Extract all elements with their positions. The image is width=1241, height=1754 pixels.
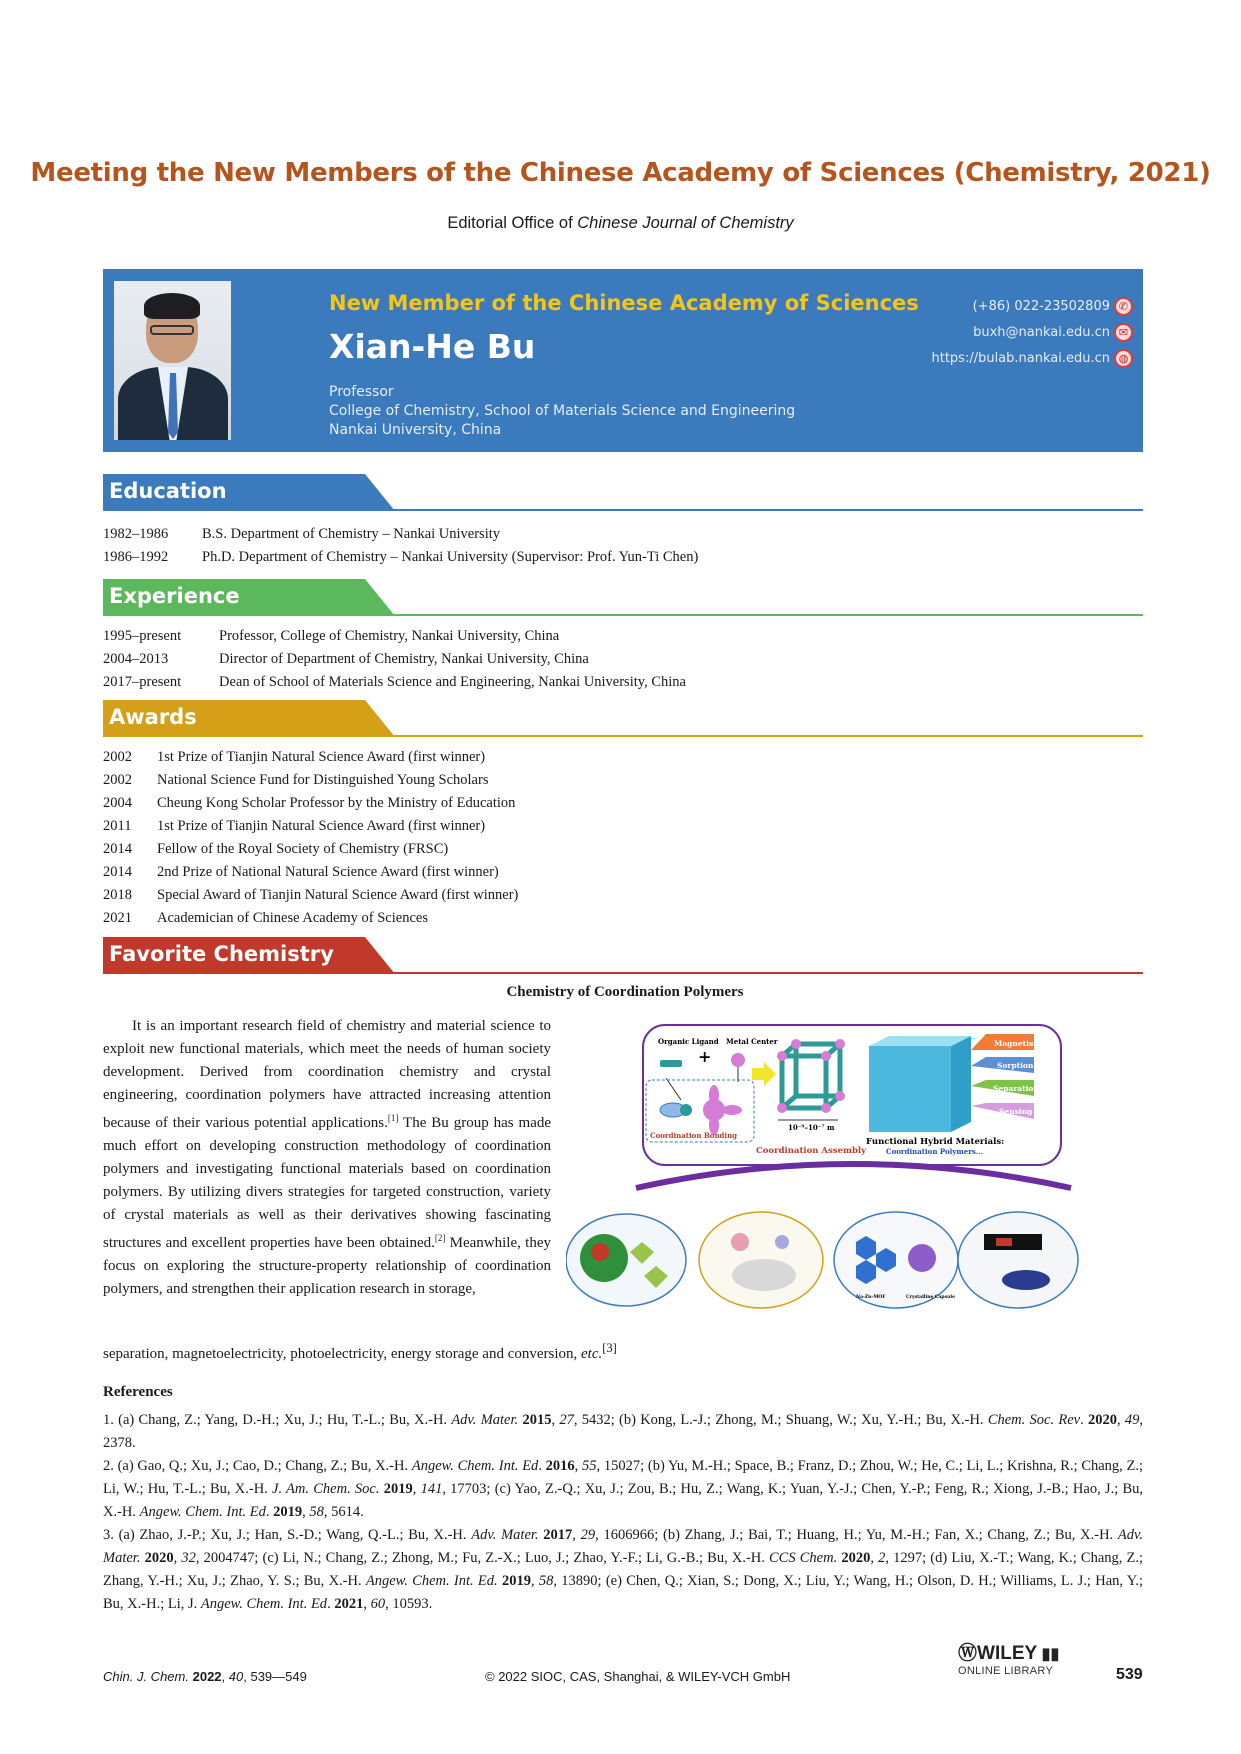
favorite-paragraph-tail: separation, magnetoelectricity, photoelectricity, energy storage and conversion, etc.[3] — [103, 1341, 617, 1362]
member-affiliation — [329, 383, 795, 440]
list-item: 2002 1st Prize of Tianjin Natural Science Award (first winner) — [103, 749, 486, 765]
list-item: 1982–1986 B.S. Department of Chemistry – Nankai University — [103, 526, 501, 542]
section-experience-header — [103, 579, 1143, 616]
article-title: Meeting the New Members of the Chinese Academy of Sciences (Chemistry, 2021) — [30, 158, 1211, 188]
bracket-arc — [636, 1164, 1071, 1188]
subtitle-prefix: Editorial Office of — [447, 214, 578, 232]
list-item: 2004–2013 Director of Department of Chemistry, Nankai University, China — [103, 651, 589, 667]
page-number: 539 — [1116, 1666, 1143, 1683]
wiley-wordmark: ⓌWILEY ▮▮ — [958, 1643, 1060, 1664]
section-title: Awards — [109, 705, 197, 729]
references-heading: References — [103, 1384, 173, 1400]
reference-item: 3. (a) Zhao, J.-P.; Xu, J.; Han, S.-D.; Wang, Q.-L.; Bu, X.-H. Adv. Mater. 2017, 29, 1606966; (b) Zhang, J.; Bai, T.; Huang, H.; Yu, M.-H.; Fan, X.; Chang, Z.; Bu, X.-H. Adv. Mater. 2020, 32, 2004747; (c) Li, N.; Chang, Z.; Zhong, M.; Fu, Z.-X.; Luo, J.; Zhao, Y.-F.; Li, G.-B.; Bu, X.-H. CCS Chem. 2020, 2, 1297; (d) Liu, X.-T.; Wang, K.; Chang, Z.; Zhang, Y.-H.; Xu, J.; Zhao, Y. S.; Bu, X.-H. Angew. Chem. Int. Ed. 2019, 58, 13890; (e) Chen, Q.; Xian, S.; Dong, X.; Liu, Y.; Wang, H.; Olson, D. H.; Williams, L. J.; Han, Y.; Bu, X.-H.; Li, J. Angew. Chem. Int. Ed. 2021, 60, 10593. — [103, 1527, 1144, 1612]
phone-number: (+86) 022-23502809 — [972, 298, 1110, 314]
favorite-paragraph: It is an important research field of chemistry and material science to exploit new functional materials, which meet the needs of human society development. Derived from coordination chemistry and crystal engineering, coordination polymers have attracted increasing attention because of their various potential applications.[1] The Bu group has made much effort on developing construction methodology of coordination polymers and investigating functional materials based on coordination polymers. By utilizing divers strategies for targeted construction, variety of crystal materials as well as their derivatives showing fascinating structures and excellent properties have been obtained.[2] Meanwhile, they focus on exploring the structure-property relationship of coordination polymers, and strengthen their application research in storage, — [103, 1018, 552, 1297]
wiley-logo[interactable] — [958, 1638, 1068, 1678]
section-title: Favorite Chemistry — [109, 942, 334, 966]
bubble-4 — [958, 1212, 1078, 1308]
section-education-header — [103, 474, 1143, 511]
affiliation-line-1: College of Chemistry, School of Materials Science and Engineering — [329, 403, 796, 419]
functional-sub-label: Coordination Polymers... — [886, 1147, 984, 1156]
list-item: 2004 Cheung Kong Scholar Professor by the Ministry of Education — [103, 795, 516, 811]
citation[interactable]: [2] — [434, 1233, 446, 1243]
list-item: 2017–present Dean of School of Materials Science and Engineering, Nankai University, China — [103, 674, 686, 690]
organic-ligand-label: Organic Ligand — [658, 1037, 719, 1046]
references-list — [103, 1409, 1143, 1616]
banner-kicker: New Member of the Chinese Academy of Sciences — [329, 291, 919, 315]
favorite-title: Chemistry of Coordination Polymers — [506, 984, 744, 1000]
list-item: 1995–present Professor, College of Chemistry, Nankai University, China — [103, 628, 560, 644]
bubble-3-label-a: Na-Zn-MOF — [856, 1295, 886, 1300]
footer-citation: Chin. J. Chem. 2022, 40, 539—549 — [103, 1669, 307, 1684]
wiley-online-library: ONLINE LIBRARY — [958, 1665, 1054, 1677]
reference-item: 1. (a) Chang, Z.; Yang, D.-H.; Xu, J.; Hu, T.-L.; Bu, X.-H. Adv. Mater. 2015, 27, 5432; (b) Kong, L.-J.; Zhong, M.; Shuang, W.; Xu, Y.-H.; Bu, X.-H. Chem. Soc. Rev. 2020, 49, 2378. — [103, 1412, 1144, 1451]
list-item: 2002 National Science Fund for Distinguished Young Scholars — [103, 772, 489, 788]
awards-list — [103, 746, 518, 930]
list-item: 2014 Fellow of the Royal Society of Chemistry (FRSC) — [103, 841, 449, 857]
email-link[interactable]: buxh@nankai.edu.cn — [973, 324, 1110, 340]
email-icon: ✉ — [1114, 323, 1133, 342]
globe-icon: ◍ — [1114, 349, 1133, 368]
coordination-polymer-figure — [566, 1020, 1141, 1340]
article-subtitle — [0, 214, 1241, 233]
member-name: Xian-He Bu — [329, 327, 536, 366]
experience-list — [103, 625, 686, 694]
phone-icon: ✆ — [1114, 297, 1133, 316]
website-link[interactable]: https://bulab.nankai.edu.cn — [931, 350, 1110, 366]
citation[interactable]: [1] — [387, 1113, 399, 1123]
plus-sign: + — [698, 1047, 712, 1066]
section-title: Experience — [109, 584, 240, 608]
coordination-assembly-label: Coordination Assembly — [756, 1146, 867, 1156]
property-separation: Separation — [993, 1084, 1039, 1093]
journal-name: Chinese Journal of Chemistry — [577, 214, 794, 232]
profile-banner — [103, 269, 1143, 452]
property-magnetism: Magnetism — [994, 1039, 1042, 1048]
ligand-icon — [660, 1060, 682, 1067]
contact-block — [931, 293, 1133, 371]
metal-icon — [731, 1053, 745, 1067]
reference-item: 2. (a) Gao, Q.; Xu, J.; Cao, D.; Chang, Z.; Bu, X.-H. Angew. Chem. Int. Ed. 2016, 55, 15027; (b) Yu, M.-H.; Space, B.; Franz, D.; Zhou, W.; He, C.; Li, L.; Krishna, R.; Chang, Z.; Li, W.; Hu, T.-L.; Bu, X.-H. J. Am. Chem. Soc. 2019, 141, 17703; (c) Yao, Z.-Q.; Xu, J.; Zou, B.; Hu, Z.; Wang, K.; Yuan, Y.-J.; Chen, Y.-P.; Feng, R.; Xiong, J.-B.; Hao, J.; Bu, X.-H. Angew. Chem. Int. Ed. 2019, 58, 5614. — [103, 1458, 1144, 1520]
property-sensing: Sensing — [999, 1107, 1033, 1116]
list-item: 2014 2nd Prize of National Natural Science Award (first winner) — [103, 864, 499, 880]
application-bubbles — [566, 1212, 1078, 1308]
scale-label: 10⁻⁹–10⁻⁷ m — [788, 1123, 835, 1132]
list-item: 2021 Academician of Chinese Academy of Sciences — [103, 910, 428, 926]
bubble-3-label-b: Crystalline Capsule — [906, 1295, 955, 1300]
education-list — [103, 523, 698, 569]
affiliation-line-2: Nankai University, China — [329, 422, 502, 438]
section-favorite-header — [103, 937, 1143, 974]
member-position: Professor — [329, 384, 394, 400]
functional-materials-label: Functional Hybrid Materials: — [866, 1137, 1005, 1147]
coordination-bonding-label: Coordination Bonding — [650, 1131, 738, 1140]
section-awards-header — [103, 700, 1143, 737]
footer-copyright: © 2022 SIOC, CAS, Shanghai, & WILEY-VCH GmbH — [485, 1669, 791, 1684]
citation[interactable]: [3] — [602, 1341, 617, 1355]
list-item: 2018 Special Award of Tianjin Natural Science Award (first winner) — [103, 887, 519, 903]
metal-center-label: Metal Center — [726, 1037, 778, 1046]
list-item: 2011 1st Prize of Tianjin Natural Science Award (first winner) — [103, 818, 486, 834]
section-title: Education — [109, 479, 227, 503]
property-sorption: Sorption — [997, 1061, 1034, 1070]
list-item: 1986–1992 Ph.D. Department of Chemistry – Nankai University (Supervisor: Prof. Yun-Ti Chen) — [103, 549, 699, 565]
portrait-photo — [114, 281, 231, 440]
